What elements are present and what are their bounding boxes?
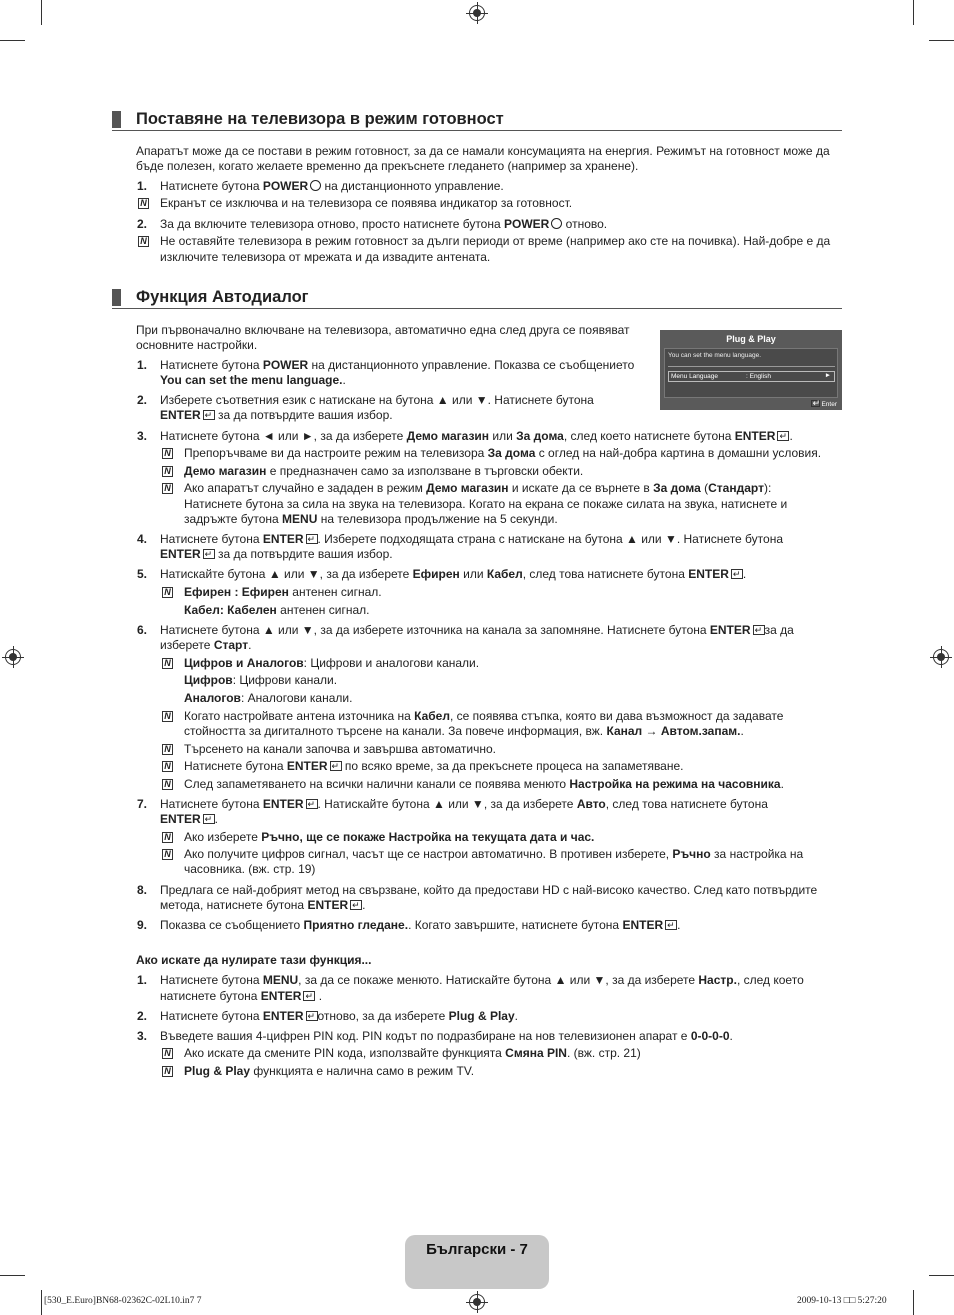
step-6-note-5: [184, 777, 784, 793]
step-number: 1.: [137, 179, 148, 193]
menu-name: Смяна PIN: [505, 1046, 567, 1060]
text: .: [780, 777, 784, 791]
text: отново.: [562, 217, 608, 231]
plug-play-step-7-cont: [160, 812, 218, 828]
note-icon: N: [162, 744, 173, 755]
section-heading-plug-play: [112, 288, 842, 309]
text: →: [642, 724, 661, 738]
menu-name: Канал: [606, 724, 643, 738]
text: .: [315, 989, 323, 1003]
step-3-note-3-cont: [184, 512, 558, 528]
registration-mark-icon: [933, 649, 949, 665]
enter-icon: [811, 400, 820, 407]
step-5-note-1-cont: [184, 603, 369, 619]
page-number-tab: [405, 1235, 549, 1289]
standby-step-1: [160, 179, 504, 195]
text: .: [677, 918, 681, 932]
option-name: Демо магазин: [426, 481, 509, 495]
text: След запаметяването на всички налични канали се появява менюто: [184, 777, 570, 791]
step-number: 7.: [137, 797, 148, 811]
osd-menu-language-row: [668, 371, 835, 382]
option-name: За дома: [653, 481, 701, 495]
plug-play-step-9: [160, 918, 680, 934]
option-name: За дома: [487, 446, 536, 460]
option-name: Ръчно: [672, 847, 711, 861]
crop-mark: [913, 1290, 914, 1315]
note-icon: N: [162, 658, 173, 669]
plug-play-step-8-cont: [160, 898, 365, 914]
option-name: Ефирен : Ефирен: [184, 585, 289, 599]
text: антенен сигнал.: [288, 585, 382, 599]
text: . Изберете подходящата страна с натискане на бутона ▲ или ▼. Натиснете бутона: [317, 532, 784, 546]
text: отново, за да изберете: [317, 1009, 449, 1023]
text: на дистанционното управление. Показва се съобщението: [308, 358, 635, 372]
osd-row-value: : English: [746, 373, 771, 380]
option-name: За дома: [516, 429, 564, 443]
option-name: Авто: [576, 797, 606, 811]
text: Натиснете бутона: [160, 532, 263, 546]
text: по всяко време, за да прекъснете процеса на запаметяване.: [341, 759, 684, 773]
enter-icon: [203, 814, 215, 824]
menu-name: Настр.: [698, 973, 737, 987]
text: Натиснете бутона: [160, 1009, 263, 1023]
note-icon: N: [162, 761, 173, 772]
option-name: Старт: [213, 638, 249, 652]
option-name: Демо магазин: [406, 429, 490, 443]
text: Натиснете бутона: [160, 358, 263, 372]
button-name: ENTER: [160, 812, 201, 826]
text: за да потвърдите вашия избор.: [214, 408, 393, 422]
text: , след което натиснете бутона: [563, 429, 735, 443]
text: .: [740, 724, 744, 738]
text: Ако изберете: [184, 830, 262, 844]
crop-mark: [0, 1275, 25, 1276]
enter-icon: [753, 625, 765, 635]
osd-panel: [664, 348, 838, 398]
text: функцията е налична само в режим TV.: [250, 1064, 475, 1078]
button-name: ENTER: [260, 989, 302, 1003]
button-name: ENTER: [262, 1009, 304, 1023]
power-icon: [310, 180, 321, 191]
text: , след това натиснете бутона: [605, 797, 768, 811]
option-name: Стандарт: [708, 481, 764, 495]
message-text: Приятно гледане.: [303, 918, 409, 932]
option-name: Ефирен: [412, 567, 460, 581]
button-name: POWER: [504, 217, 550, 231]
plug-play-step-8: Предлага се най-добрият метод на свързване, който да предостави HD с най-високо качество. След като потвърдите: [160, 883, 818, 897]
note-icon: N: [162, 711, 173, 722]
note-icon: N: [162, 849, 173, 860]
text: Ако искате да смените PIN кода, използвайте функцията: [184, 1046, 506, 1060]
text: (: [700, 481, 709, 495]
text: или: [459, 567, 487, 581]
enter-icon: [306, 1011, 318, 1021]
enter-icon: [303, 991, 315, 1001]
section-title: Поставяне на телевизора в режим готовност: [136, 110, 504, 128]
enter-icon: [777, 431, 789, 441]
text: Когато настройвате антена източника на: [184, 709, 415, 723]
text: , след това натиснете бутона: [522, 567, 689, 581]
step-number: 4.: [137, 532, 148, 546]
text: е предназначен само за използване в търговски обекти.: [266, 464, 584, 478]
reset-step-3: [160, 1029, 733, 1045]
plug-play-intro-line: основните настройки.: [136, 338, 258, 352]
heading-bar: [112, 289, 121, 306]
text: Ако получите цифров сигнал, часът ще се настрои автоматично. В противен изберете,: [184, 847, 673, 861]
enter-icon: [306, 799, 318, 809]
step-3-note-3-cont: Натиснете бутона за сила на звука на телевизора. Когато на екрана се покаже силата на звука, натиснете и: [184, 497, 788, 511]
text: Натиснете бутона: [184, 759, 287, 773]
text: : Цифрови и аналогови канали.: [303, 656, 480, 670]
menu-name: Автом.запам.: [660, 724, 741, 738]
step-6-note-1: [184, 656, 479, 672]
step-number: 3.: [137, 429, 148, 443]
plug-play-step-4-cont: [160, 547, 393, 563]
text: натиснете бутона: [160, 989, 261, 1003]
text: Натиснете бутона: [160, 797, 263, 811]
text: , се появява стъпка, която ви дава възможност да задавате: [449, 709, 784, 723]
text: . (вж. стр. 21): [566, 1046, 641, 1060]
text: антенен сигнал.: [276, 603, 370, 617]
plug-play-step-6: [160, 623, 794, 639]
step-6-note-1-cont: [184, 673, 337, 689]
step-number: 1.: [137, 358, 148, 372]
option-name: Кабел: Кабелен: [184, 603, 277, 617]
step-number: 8.: [137, 883, 148, 897]
text: ):: [763, 481, 772, 495]
reset-note-2: [184, 1064, 474, 1080]
note-icon: N: [162, 832, 173, 843]
button-name: ENTER: [734, 429, 776, 443]
crop-mark: [0, 40, 25, 41]
plug-play-step-1: [160, 358, 634, 374]
reset-step-1: [160, 973, 804, 989]
text: на телевизора продължение на 5 секунди.: [317, 512, 558, 526]
text: .: [789, 429, 793, 443]
print-info-left: [530_E.Euro]BN68-02362C-02L10.in7 7: [44, 1296, 202, 1306]
text: Натиснете бутона: [160, 973, 263, 987]
note-icon: N: [138, 236, 149, 247]
reset-note-1: [184, 1046, 641, 1062]
button-name: ENTER: [160, 547, 201, 561]
button-name: MENU: [282, 512, 318, 526]
button-name: ENTER: [688, 567, 729, 581]
text: Натискайте бутона ▲ или ▼, за да изберете: [160, 567, 413, 581]
step-7-note-2: [184, 847, 803, 863]
standby-step-2: [160, 217, 607, 233]
button-name: MENU: [262, 973, 299, 987]
pin-value: 0-0-0-0: [690, 1029, 730, 1043]
registration-mark-icon: [469, 1294, 485, 1310]
crop-mark: [929, 1275, 954, 1276]
page-label: Български - 7: [426, 1241, 528, 1258]
enter-icon: [665, 920, 677, 930]
button-name: ENTER: [307, 898, 349, 912]
text: .: [248, 638, 252, 652]
text: изберете: [160, 638, 214, 652]
osd-title: Plug & Play: [726, 334, 776, 344]
option-name: Кабел: [414, 709, 450, 723]
text: стойността за дигиталното търсене на канали. За повече информация, вж.: [184, 724, 607, 738]
text: или: [489, 429, 517, 443]
osd-message: You can set the menu language.: [668, 352, 761, 359]
step-number: 5.: [137, 567, 148, 581]
option-name: Цифров и Аналогов: [184, 656, 304, 670]
text: .: [729, 1029, 733, 1043]
step-6-note-4: [184, 759, 684, 775]
step-7-note-1: [184, 830, 594, 846]
step-number: 2.: [137, 217, 148, 231]
button-name: ENTER: [262, 532, 304, 546]
osd-right-arrow-icon: ►: [824, 372, 831, 379]
plug-play-step-6-cont: [160, 638, 251, 654]
menu-name: Настройка на режима на часовника: [569, 777, 781, 791]
step-number: 2.: [137, 393, 148, 407]
text: , за да се покаже менюто. Натискайте бутона ▲ или ▼, за да изберете: [298, 973, 699, 987]
text: с оглед на най-добра картина в домашни условия.: [535, 446, 822, 460]
step-6-note-2-cont: [184, 724, 744, 740]
osd-divider: [668, 366, 835, 367]
text: Въведете вашия 4-цифрен PIN код. PIN кодът по подразбиране на нов телевизионен апарат е: [160, 1029, 691, 1043]
button-name: ENTER: [262, 797, 304, 811]
text: задръжте бутона: [184, 512, 283, 526]
button-name: POWER: [262, 358, 309, 372]
step-7-note-2-cont: часовника. (вж. стр. 19): [184, 862, 316, 876]
crop-mark: [929, 40, 954, 41]
step-6-note-2: [184, 709, 783, 725]
plug-play-step-3: [160, 429, 793, 445]
note-icon: N: [162, 466, 173, 477]
plug-play-step-1-cont: [160, 373, 346, 389]
message-text: You can set the menu language.: [160, 373, 343, 387]
menu-name: Plug & Play: [184, 1064, 251, 1078]
button-name: POWER: [262, 179, 309, 193]
plug-play-osd-screenshot: [660, 330, 842, 410]
heading-bar: [112, 111, 121, 128]
step-number: 2.: [137, 1009, 148, 1023]
crop-mark: [913, 0, 914, 25]
button-name: ENTER: [709, 623, 751, 637]
enter-icon: [350, 900, 362, 910]
text: на дистанционното управление.: [321, 179, 504, 193]
note-icon: N: [162, 448, 173, 459]
step-5-note-1: [184, 585, 382, 601]
enter-icon: [731, 569, 743, 579]
section-heading-standby: [112, 110, 842, 131]
reset-step-1-cont: [160, 989, 322, 1005]
crop-mark: [41, 1290, 42, 1315]
text: За да включите телевизора отново, просто натиснете бутона: [160, 217, 504, 231]
osd-enter-hint: [809, 400, 837, 408]
step-3-note-2: [184, 464, 583, 480]
plug-play-intro-line: При първоначално включване на телевизора, автоматично една след друга се появяват: [136, 323, 630, 337]
enter-icon: [330, 761, 342, 771]
text: Показва се съобщението: [160, 918, 304, 932]
print-info-right: 2009-10-13 □□ 5:27:20: [797, 1296, 887, 1306]
reset-heading: Ако искате да нулирате тази функция...: [136, 953, 372, 967]
plug-play-step-5: [160, 567, 746, 583]
step-number: 3.: [137, 1029, 148, 1043]
enter-icon: [306, 534, 318, 544]
reset-step-2: [160, 1009, 518, 1025]
note-icon: N: [162, 1048, 173, 1059]
section-title: Функция Автодиалог: [136, 288, 309, 306]
option-name: Кабел: [486, 567, 523, 581]
note-icon: N: [162, 1066, 173, 1077]
osd-enter-label: Enter: [821, 401, 837, 408]
text: . Когато завършите, натиснете бутона: [408, 918, 623, 932]
plug-play-step-7: [160, 797, 768, 813]
plug-play-step-2-cont: [160, 408, 393, 424]
text: .: [342, 373, 346, 387]
step-6-note-3: Търсенето на канали започва и завършва автоматично.: [184, 742, 496, 756]
text: , след което: [736, 973, 804, 987]
text: за да: [764, 623, 794, 637]
button-name: ENTER: [286, 759, 328, 773]
text: : Аналогови канали.: [240, 691, 353, 705]
text: Натиснете бутона ▲ или ▼, за да изберете източника на канала за запомняне. Натиснете бутона: [160, 623, 710, 637]
text: .: [514, 1009, 518, 1023]
text: за настройка на: [710, 847, 804, 861]
power-icon: [551, 218, 562, 229]
step-number: 9.: [137, 918, 148, 932]
text: Натиснете бутона: [160, 179, 263, 193]
standby-intro-line: Апаратът може да се постави в режим готовност, за да се намали консумацията на енергия. Режимът на готовност може да: [136, 144, 830, 158]
enter-icon: [203, 410, 215, 420]
plug-play-step-4: [160, 532, 783, 548]
registration-mark-icon: [5, 649, 21, 665]
option-name: Ръчно, ще се покаже Настройка на текущата дата и час.: [261, 830, 595, 844]
standby-intro-line: бъде полезен, когато желаете временно да прекъснете гледането (например за хранене).: [136, 159, 639, 173]
text: Препоръчваме ви да настроите режим на телевизора: [184, 446, 488, 460]
standby-note-1: Екранът се изключва и на телевизора се появява индикатор за готовност.: [160, 196, 573, 210]
registration-mark-icon: [469, 5, 485, 21]
plug-play-step-2: Изберете съответния език с натискане на бутона ▲ или ▼. Натиснете бутона: [160, 393, 594, 407]
osd-row-label: Menu Language: [671, 373, 718, 380]
text: : Цифрови канали.: [232, 673, 338, 687]
crop-mark: [41, 0, 42, 25]
option-name: Цифров: [184, 673, 233, 687]
option-name: Аналогов: [184, 691, 241, 705]
note-icon: N: [162, 779, 173, 790]
note-icon: N: [162, 587, 173, 598]
text: и искате да се върнете в: [508, 481, 654, 495]
standby-note-2: Не оставяйте телевизора в режим готовност за дълги периоди от време (например ако сте на почивка). Най-добре е да: [160, 234, 831, 248]
step-number: 1.: [137, 973, 148, 987]
note-icon: N: [138, 198, 149, 209]
step-3-note-1: [184, 446, 821, 462]
option-name: Демо магазин: [184, 464, 267, 478]
standby-note-2: изключите телевизора от мрежата и да извадите антената.: [160, 250, 491, 264]
enter-icon: [203, 549, 215, 559]
button-name: ENTER: [622, 918, 664, 932]
text: Натиснете бутона ◄ или ►, за да изберете: [160, 429, 407, 443]
button-name: ENTER: [160, 408, 201, 422]
step-3-note-3: [184, 481, 771, 497]
menu-name: Plug & Play: [448, 1009, 515, 1023]
text: . Натискайте бутона ▲ или ▼, за да изберете: [317, 797, 577, 811]
text: Ако апаратът случайно е зададен в режим: [184, 481, 427, 495]
text: за да потвърдите вашия избор.: [214, 547, 393, 561]
text: .: [214, 812, 219, 826]
step-6-note-1-cont: [184, 691, 352, 707]
text: .: [362, 898, 366, 912]
step-number: 6.: [137, 623, 148, 637]
text: метода, натиснете бутона: [160, 898, 308, 912]
note-icon: N: [162, 483, 173, 494]
text: .: [742, 567, 747, 581]
